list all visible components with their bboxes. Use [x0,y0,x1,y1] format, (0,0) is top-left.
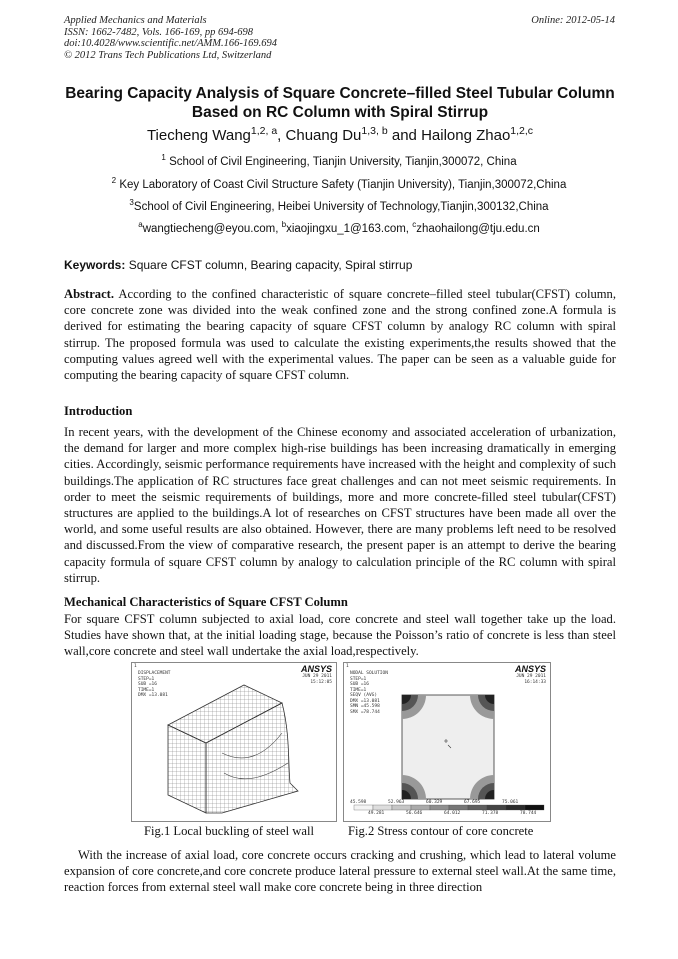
affiliation-text: School of Civil Engineering, Tianjin University, Tianjin,300072, China [165,156,517,168]
copyright: © 2012 Trans Tech Publications Ltd, Switzerland [64,49,272,61]
affiliation [40,176,638,191]
section-heading-mechanical: Mechanical Characteristics of Square CFST Column [64,595,348,609]
closing-paragraph: With the increase of axial load, core concrete occurs cracking and crushing, which lead to lateral volume expansion of core concrete,and core concrete produce lateral pressure to external steel wall.At the same time, reaction forces from external steel wall make core concrete being in three direction [64,848,616,895]
legend-value: 67.695 [464,800,481,805]
figure-2-stress-contour [343,662,551,822]
journal-name: Applied Mechanics and Materials [64,15,207,26]
info-line: SEQV (AVG) [350,693,378,698]
legend-value: 56.646 [406,811,423,816]
online-date: Online: 2012-05-14 [531,15,615,26]
info-line: SUB =16 [350,682,369,687]
paper-title: Bearing Capacity Analysis of Square Concrete–filled Steel Tubular Column Based on RC Column with Spiral Stirrup [65,85,615,121]
author-name: Hailong Zhao [421,127,511,144]
email-line [40,220,638,235]
author-separator: , [277,127,286,144]
ansys-logo: ANSYS [514,664,546,674]
email-link[interactable]: wangtiecheng@eyou.com, [142,223,282,235]
figure-1-caption: Fig.1 Local buckling of steel wall [144,824,314,838]
figure-1-local-buckling [131,662,337,822]
mechanical-paragraph: For square CFST column subjected to axial load, core concrete and steel wall together take up the load. Studies have shown that, at the initial loading stage, because the Poisson’s ratio of concrete is less than steel wall,core concrete and steel wall undertake the axial load,respectively. [64,612,616,659]
doi: doi:10.4028/www.scientific.net/AMM.166-169.694 [64,38,277,49]
info-line: DISPLACEMENT [138,671,171,676]
info-line: DMX =13.081 [138,693,168,698]
buckled-column-mesh [132,663,336,821]
affiliation-sup: 3 [129,198,134,208]
author-name: Chuang Du [285,127,362,144]
info-line: DMX =13.081 [350,698,380,704]
info-line: TIME=1 [138,687,155,693]
legend-value: 49.281 [368,811,385,816]
legend-value: 75.061 [502,800,519,805]
author-sup: 1,2,c [510,125,534,137]
affiliation-sup: 1 [161,153,166,163]
legend-value: 64.012 [444,811,461,816]
author-conjunction: and [387,127,422,144]
email-sup: a [138,220,143,230]
section-heading-introduction: Introduction [64,404,133,418]
info-line: STEP=1 [138,676,155,682]
date-line: 15:12:05 [310,679,332,685]
author-sup: 1,2, a [250,125,278,137]
info-line: NODAL SOLUTION [350,671,388,676]
abstract-label: Abstract. [64,287,115,301]
legend-value: 45.598 [350,800,367,805]
email-sup: c [412,220,417,230]
legend-value: 52.963 [388,800,405,805]
keywords-text: Square CFST column, Bearing capacity, Spiral stirrup [125,258,413,272]
keywords-label: Keywords: [64,258,126,272]
abstract [64,286,616,383]
author-name: Tiecheng Wang [146,127,251,144]
date-line: JUN 29 2011 [516,674,546,679]
issn: ISSN: 1662-7482, Vols. 166-169, pp 694-698 [64,26,253,38]
email-link[interactable]: zhaohailong@tju.edu.cn [416,223,540,235]
introduction-paragraph: In recent years, with the development of the Chinese economy and associated acceleration of urbanization, the demand for larger and more complex high-rise buildings has been increasing dramatically in emerging cities. Accordingly, seismic performance requirements have increased with the height and complexity of such buildings.The application of RC structures face great challenges and can not meet seismic requirements. In order to meet the seismic requirements of buildings, more and more concrete-filled steel tubular(CFST) structures are applied to the buildings.A lot of researches on CFST structures have been made all over the world, and some useful results are also obtained. However, there are many problems left need to be resolved and discussed.From the view of comparative research, the present paper is an attempt to derive the bearing capacity formula of square CFST column by analogy to calculation principle of the RC column with spiral stirrup. [64,425,616,585]
figure-2-caption: Fig.2 Stress contour of core concrete [348,824,534,838]
affiliation-text: School of Civil Engineering, Heibei University of Technology,Tianjin,300132,China [133,201,549,213]
affiliation-sup: 2 [111,176,117,186]
figure-tag: 1 [134,664,137,669]
info-line: TIME=1 [350,687,367,693]
info-line: SMX =78.744 [350,709,380,715]
info-line: SUB =16 [138,682,157,687]
info-line: SMN =45.598 [350,704,380,709]
date-line: JUN 29 2011 [302,674,332,679]
ansys-logo: ANSYS [300,664,332,674]
author-line [64,127,616,144]
figure-tag: 1 [346,664,349,669]
legend-value: 60.329 [426,800,443,805]
running-header [64,15,277,61]
affiliation [40,198,638,213]
stress-contour-square [344,663,550,821]
abstract-text: According to the confined characteristic of square concrete–filled steel tubular(CFST) column, core concrete zone was divided into the weak confined zone and the strong confined zone.A formula is derived for estimating the bearing capacity of square CFST column by analogy RC column with spiral stirrup. The proposed formula was used to calculate the existing experiments,the results showed that the computing values agreed well with the experimental values. The paper can be seen as a valuable guide for computing the bearing capacity of square CFST column. [64,287,616,383]
email-link[interactable]: xiaojingxu_1@163.com, [286,223,413,235]
affiliation [40,153,638,168]
date-line: 16:14:33 [524,679,546,685]
legend-value: 71.378 [482,811,499,816]
info-line: STEP=1 [350,676,367,682]
legend-value: 78.744 [520,811,537,816]
keywords [64,258,412,272]
author-sup: 1,3, b [361,125,388,137]
affiliation-text: Key Laboratory of Coast Civil Structure Safety (Tianjin University), Tianjin,300072,China [116,179,567,191]
email-sup: b [281,220,287,230]
